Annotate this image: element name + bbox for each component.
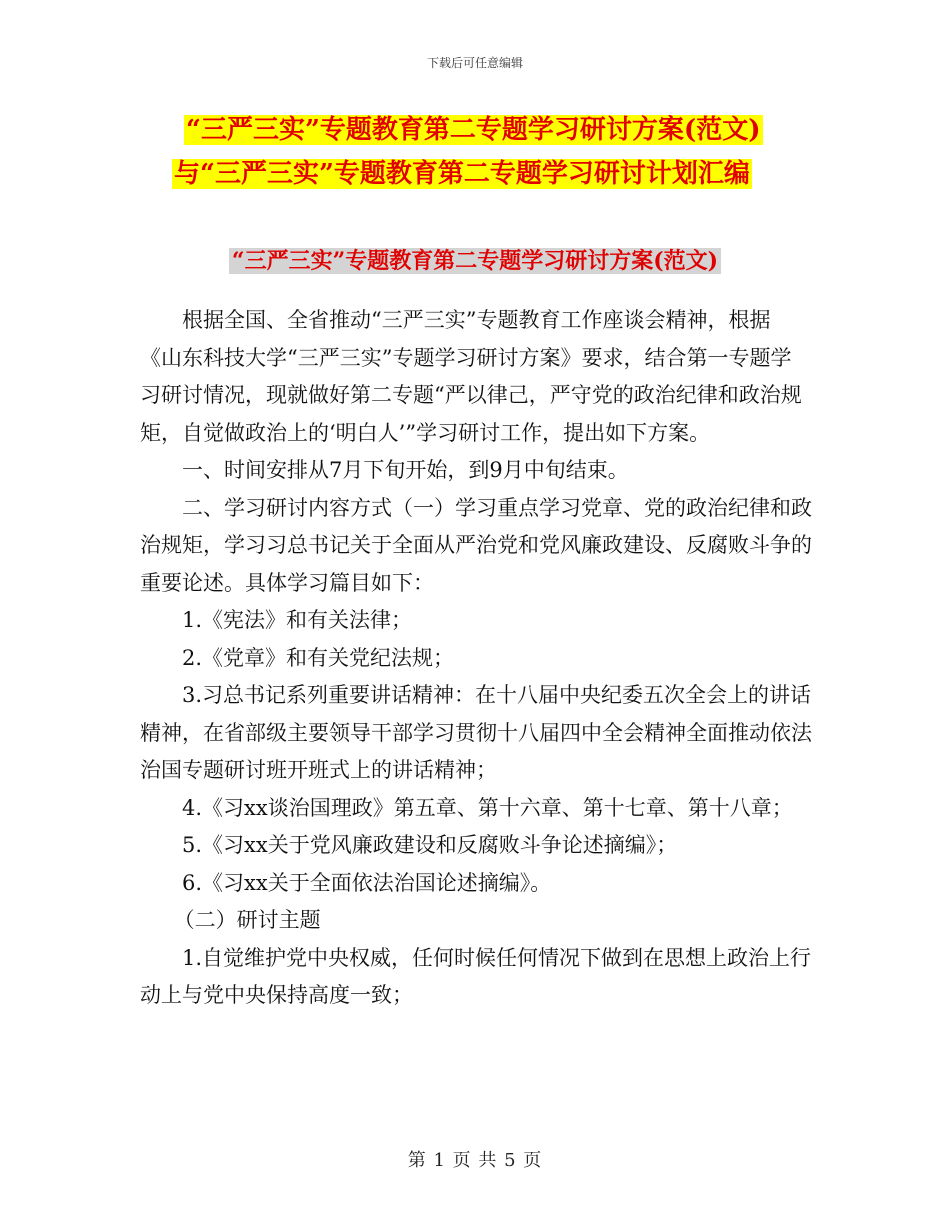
section-title-text: “三严三实”专题教育第二专题学习研讨方案(范文) [229,248,721,274]
list-item: 2.《党章》和有关党纪法规； [182,645,455,670]
document-title-line-2-text: 与“三严三实”专题教育第二专题学习研讨计划汇编 [174,159,750,189]
list-item: 6.《习xx关于全面依法治国论述摘编》。 [182,870,552,895]
page-footer: 第 1 页 共 5 页 [407,1150,543,1171]
subheading: （二）研讨主题 [173,908,321,932]
list-item: 1.《宪法》和有关法律； [182,608,413,632]
document-title-line-1 [0,113,950,147]
paragraph: 一、时间安排从7月下旬开始，到9月中旬结束。 [182,458,629,482]
list-item: 1.自觉维护党中央权威，任何时候任何情况下做到在思想上政治上行动上与党中央保持高度一致； [140,945,812,1007]
page-header-note: 下载后可任意编辑 [426,56,523,70]
list-item: 3.习总书记系列重要讲话精神：在十八届中央纪委五次全会上的讲话精神，在省部级主要领导干部学习贯彻十八届四中全会精神全面推动依法治国专题研讨班开班式上的讲话精神； [140,683,812,782]
list-item: 4.《习xx谈治国理政》第五章、第十六章、第十七章、第十八章； [182,795,793,820]
paragraph: 二、学习研讨内容方式（一）学习重点学习党章、党的政治纪律和政治规矩，学习习总书记关于全面从严治党和党风廉政建设、反腐败斗争的重要论述。具体学习篇目如下： [140,495,812,595]
document-title-line-1-text: “三严三实”专题教育第二专题学习研讨方案(范文) [186,115,761,145]
document-body [140,302,812,1015]
list-item: 5.《习xx关于党风廉政建设和反腐败斗争论述摘编》； [182,833,678,857]
paragraph: 根据全国、全省推动“三严三实”专题教育工作座谈会精神，根据《山东科技大学“三严三实”专题学习研讨方案》要求，结合第一专题学习研讨情况，现就做好第二专题“严以律己，严守党的政治纪律和政治规矩，自觉做政治上的‘明白人’”学习研讨工作，提出如下方案。 [140,308,802,445]
section-title [0,246,950,276]
document-title-line-2 [0,157,950,191]
